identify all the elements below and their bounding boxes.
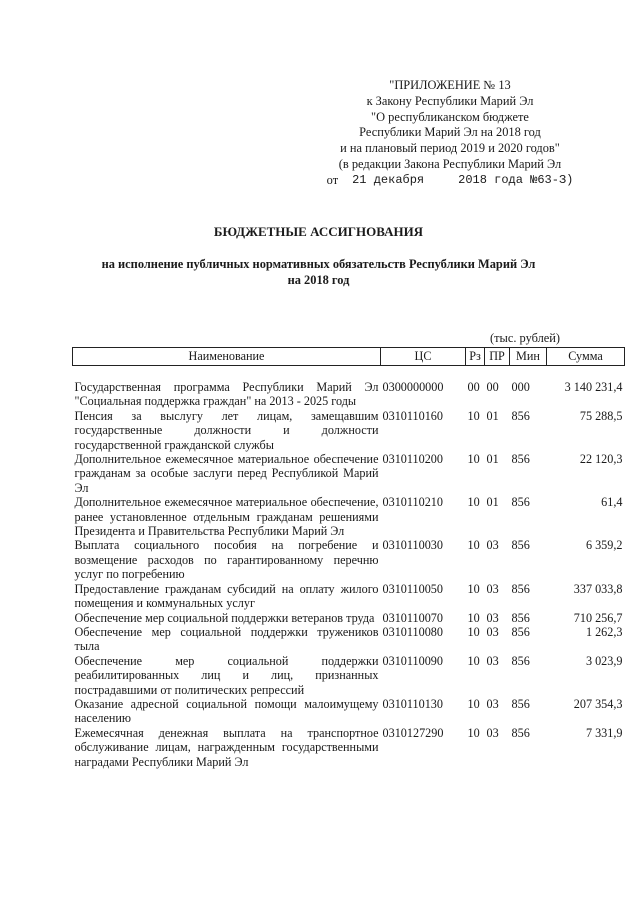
table-row	[73, 625, 625, 654]
subtitle-line: на 2018 год	[287, 272, 350, 287]
row-sum: 61,4	[601, 495, 623, 510]
row-rz: 10	[467, 452, 480, 467]
row-rz: 10	[467, 725, 480, 740]
row-cs: 0310110160	[382, 408, 443, 423]
row-name: Предоставление гражданам субсидий на оплату жилого помещения и коммунальных услуг	[74, 581, 379, 611]
table-row	[73, 611, 625, 625]
subtitle-line: на исполнение публичных нормативных обязательств Республики Марий Эл	[101, 257, 536, 271]
row-pr: 01	[486, 452, 499, 467]
header-line: и на плановый период 2019 и 2020 годов"	[340, 141, 560, 156]
table-row	[73, 538, 625, 581]
table-row	[73, 495, 625, 538]
row-pr: 03	[486, 624, 499, 639]
row-name: Пенсия за выслугу лет лицам, замещавшим государственные должности и должности государственной гражданской службы	[74, 408, 379, 452]
row-pr: 00	[486, 380, 499, 394]
row-rz: 10	[467, 581, 480, 596]
row-min: 856	[511, 696, 530, 711]
row-rz: 10	[467, 538, 480, 553]
row-pr: 03	[486, 696, 499, 711]
row-min: 856	[511, 452, 530, 467]
row-cs: 0310110070	[382, 610, 443, 625]
table-row	[73, 726, 625, 769]
row-min: 856	[511, 610, 530, 625]
table-row	[73, 409, 625, 452]
header-line: к Закону Республики Марий Эл	[366, 93, 534, 108]
date-prefix: от	[326, 172, 339, 187]
table-row	[73, 380, 625, 409]
column-header-pr: ПР	[485, 348, 510, 366]
column-header-rz: Рз	[466, 348, 485, 366]
document-subtitle	[0, 257, 637, 288]
row-name: Дополнительное ежемесячное материальное обеспечение, ранее установленное отдельным гражданам решениями Президента и Правительства Республики Марий Эл	[74, 495, 379, 539]
row-pr: 01	[486, 495, 499, 510]
document-title: БЮДЖЕТНЫЕ АССИГНОВАНИЯ	[213, 224, 424, 239]
table-header-row	[73, 348, 625, 366]
row-min: 856	[511, 725, 530, 740]
table-row	[73, 697, 625, 726]
table-row	[73, 452, 625, 495]
row-name: Ежемесячная денежная выплата на транспортное обслуживание лицам, награжденным государственными наградами Республики Марий Эл	[74, 725, 379, 769]
column-header-cs: ЦС	[381, 348, 466, 366]
row-cs: 0310110080	[382, 624, 443, 639]
row-rz: 10	[467, 610, 480, 625]
row-sum: 22 120,3	[579, 452, 623, 467]
row-min: 856	[511, 624, 530, 639]
row-pr: 01	[486, 408, 499, 423]
amendment-date: 21 декабря	[352, 172, 425, 187]
row-name: Оказание адресной социальной помощи малоимущему населению	[74, 696, 379, 726]
header-line: "ПРИЛОЖЕНИЕ № 13	[389, 78, 511, 92]
row-sum: 1 262,3	[585, 624, 623, 639]
column-header-sum: Сумма	[547, 348, 625, 366]
row-name: Государственная программа Республики Марий Эл "Социальная поддержка граждан" на 2013 - 2025 годы	[74, 380, 379, 409]
column-header-name: Наименование	[73, 348, 381, 366]
row-rz: 10	[467, 653, 480, 668]
row-sum: 3 140 231,4	[564, 380, 623, 394]
row-pr: 03	[486, 610, 499, 625]
row-name: Обеспечение мер социальной поддержки ветеранов труда	[74, 610, 375, 625]
appendix-header	[300, 78, 600, 189]
row-rz: 10	[467, 408, 480, 423]
allocations-table	[72, 347, 625, 769]
row-pr: 03	[486, 725, 499, 740]
row-cs: 0310110130	[382, 696, 443, 711]
units-label: (тыс. рублей)	[490, 331, 561, 345]
row-sum: 710 256,7	[573, 610, 623, 625]
amendment-date-line	[300, 173, 600, 189]
row-min: 856	[511, 408, 530, 423]
row-sum: 7 331,9	[585, 725, 623, 740]
row-pr: 03	[486, 581, 499, 596]
row-cs: 0310110030	[382, 538, 443, 553]
table-row	[73, 654, 625, 697]
row-min: 856	[511, 653, 530, 668]
row-sum: 3 023,9	[585, 653, 623, 668]
row-cs: 0310127290	[382, 725, 444, 740]
row-cs: 0300000000	[382, 380, 444, 394]
row-cs: 0310110210	[382, 495, 443, 510]
row-sum: 337 033,8	[573, 581, 623, 596]
row-pr: 03	[486, 653, 499, 668]
header-line: (в редакции Закона Республики Марий Эл	[338, 156, 562, 171]
row-cs: 0310110090	[382, 653, 443, 668]
row-rz: 00	[467, 380, 480, 394]
row-rz: 10	[467, 696, 480, 711]
row-name: Выплата социального пособия на погребение и возмещение расходов по гарантированному перечню услуг по погребению	[74, 538, 379, 582]
row-sum: 6 359,2	[585, 538, 623, 553]
row-rz: 10	[467, 624, 480, 639]
header-line: "О республиканском бюджете	[371, 109, 529, 124]
row-name: Обеспечение мер социальной поддержки реабилитированных лиц и лиц, признанных пострадавшими от политических репрессий	[74, 653, 379, 697]
row-sum: 207 354,3	[573, 696, 623, 711]
amendment-law-number: 2018 года №63-З)	[458, 172, 574, 187]
row-cs: 0310110200	[382, 452, 443, 467]
row-min: 856	[511, 495, 530, 510]
row-min: 856	[511, 581, 530, 596]
row-min: 000	[511, 380, 530, 394]
row-name: Обеспечение мер социальной поддержки тружеников тыла	[74, 624, 379, 654]
row-cs: 0310110050	[382, 581, 443, 596]
row-pr: 03	[486, 538, 499, 553]
row-min: 856	[511, 538, 530, 553]
header-line: Республики Марий Эл на 2018 год	[359, 125, 541, 140]
row-sum: 75 288,5	[579, 408, 623, 423]
row-rz: 10	[467, 495, 480, 510]
column-header-min: Мин	[510, 348, 547, 366]
table-row	[73, 582, 625, 611]
row-name: Дополнительное ежемесячное материальное обеспечение гражданам за особые заслуги перед Республикой Марий Эл	[74, 452, 379, 495]
